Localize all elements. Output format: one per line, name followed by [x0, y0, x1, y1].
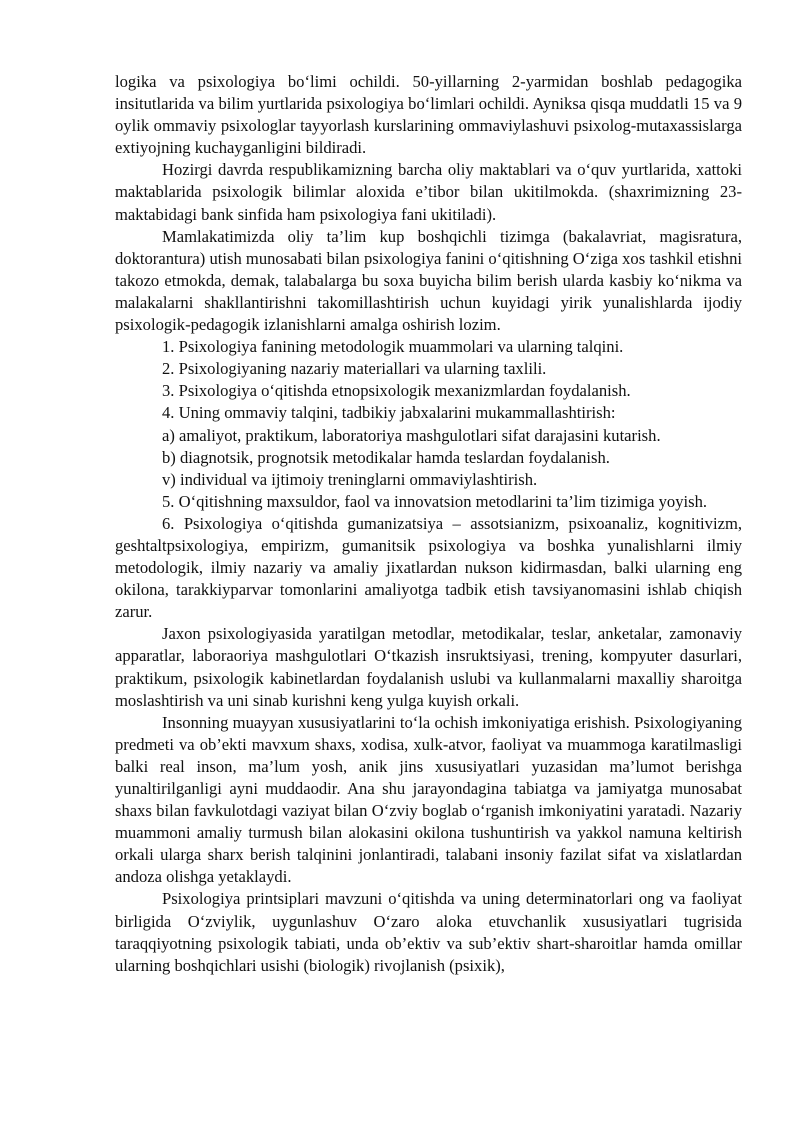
list-item-1: 1. Psixologiya fanining metodologik muammolari va ularning talqini. [162, 337, 624, 357]
paragraph-2: Hozirgi davrda respublikamizning barcha oliy maktablari va o‘quv yurtlarida, xattoki maktablarida psixologik bilimlar aloxida e’tibor bilan ukitilmokda. (shaxrimizning 23-maktabidagi bank sinfida ham psixologiya fani ukitiladi). [115, 160, 742, 224]
paragraph-3: Mamlakatimizda oliy ta’lim kup boshqichli tizimga (bakalavriat, magisratura, doktorantura) utish munosabati bilan psixologiya fanini o‘qitishning O‘ziga xos tashkil etishni takozo etmokda, demak, talabalarga bu soxa buyicha bilim berish ularda kasbiy ko‘nikma va malakalarni shakllantirishni takomillashtirish uchun kuyidagi yirik yunalishlarda ijodiy psixologik-pedagogik izlanishlarni amalga oshirish lozim. [115, 226, 742, 335]
document-page [115, 71, 742, 977]
list-item-5: 5. O‘qitishning maxsuldor, faol va innovatsion metodlarini ta’lim tizimiga yoyish. [162, 491, 708, 511]
list-item-4a: a) amaliyot, praktikum, laboratoriya mashgulotlari sifat darajasini kutarish. [162, 425, 661, 445]
list-item-6: 6. Psixologiya o‘qitishda gumanizatsiya – assotsianizm, psixoanaliz, kognitivizm, geshtaltpsixologiya, empirizm, gumanitsik psixologiya va boshka yunalishlarni ilmiy metodologik, ilmiy nazariy va amaliy jixatlardan nukson kidirmasdan, balki ularning eng okilona, tarakkiyparvar tomonlarini amaliyotga tadbik etish tavsiyanomasini ishlab chiqish zarur. [115, 513, 742, 622]
paragraph-1: logika va psixologiya bo‘limi ochildi. 50-yillarning 2-yarmidan boshlab pedagogika insitutlarida va bilim yurtlarida psixologiya bo‘limlari ochildi. Ayniksa qisqa muddatli 15 va 9 oylik ommaviy psixologlar tayyorlash kurslarining ommaviylashuvi psixolog-mutaxassislarga extiyojning kuchayganligini bildiradi. [115, 72, 742, 158]
list-item-4: 4. Uning ommaviy talqini, tadbikiy jabxalarini mukammallashtirish: [162, 403, 616, 423]
list-item-3: 3. Psixologiya o‘qitishda etnopsixologik mexanizmlardan foydalanish. [162, 381, 631, 401]
list-item-4v: v) individual va ijtimoiy treninglarni ommaviylashtirish. [162, 469, 538, 489]
list-item-2: 2. Psixologiyaning nazariy materiallari va ularning taxlili. [162, 359, 547, 379]
paragraph-world-psychology: Jaxon psixologiyasida yaratilgan metodlar, metodikalar, teslar, anketalar, zamonaviy apparatlar, laboraoriya mashgulotlari O‘tkazish insruktsiyasi, trening, kompyuter dasurlari, praktikum, psixologik kabinetlardan foydalanish uslubi va kullanmalarni maxalliy sharoitga moslashtirish va uni sinab kurishni keng yulga kuyish orkali. [115, 624, 742, 710]
paragraph-principles: Psixologiya printsiplari mavzuni o‘qitishda va uning determinatorlari ong va faoliyat birligida O‘zviylik, uygunlashuv O‘zaro aloka etuvchanlik xususiyatlari tugrisida taraqqiyotning psixologik tabiati, unda ob’ektiv va sub’ektiv shart-sharoitlar hamda omillar ularning boshqichlari usishi (biologik) rivojlanish (psixik), [115, 889, 742, 975]
paragraph-human-features: Insonning muayyan xususiyatlarini to‘la ochish imkoniyatiga erishish. Psixologiyaning predmeti va ob’ekti mavxum shaxs, xodisa, xulk-atvor, faoliyat va muammoga karatilmasligi balki real inson, ma’lum yosh, anik jins xususiyatlari yuzasidan ma’lumot berishga yunaltirilganligi ayni muddaodir. Ana shu jarayondagina tabiatga va jamiyatga munosabat shaxs bilan favkulotdagi vaziyat bilan O‘zviy boglab o‘rganish imkoniyatini yaratadi. Nazariy muammoni amaliy turmush bilan alokasini okilona tushuntirish va yakkol namuna keltirish orkali ularga sharx berish talqinini jonlantiradi, talabani insoniy fazilat sifat va xislatlardan andoza olishga yetaklaydi. [115, 712, 742, 887]
list-item-4b: b) diagnotsik, prognotsik metodikalar hamda teslardan foydalanish. [162, 447, 610, 467]
